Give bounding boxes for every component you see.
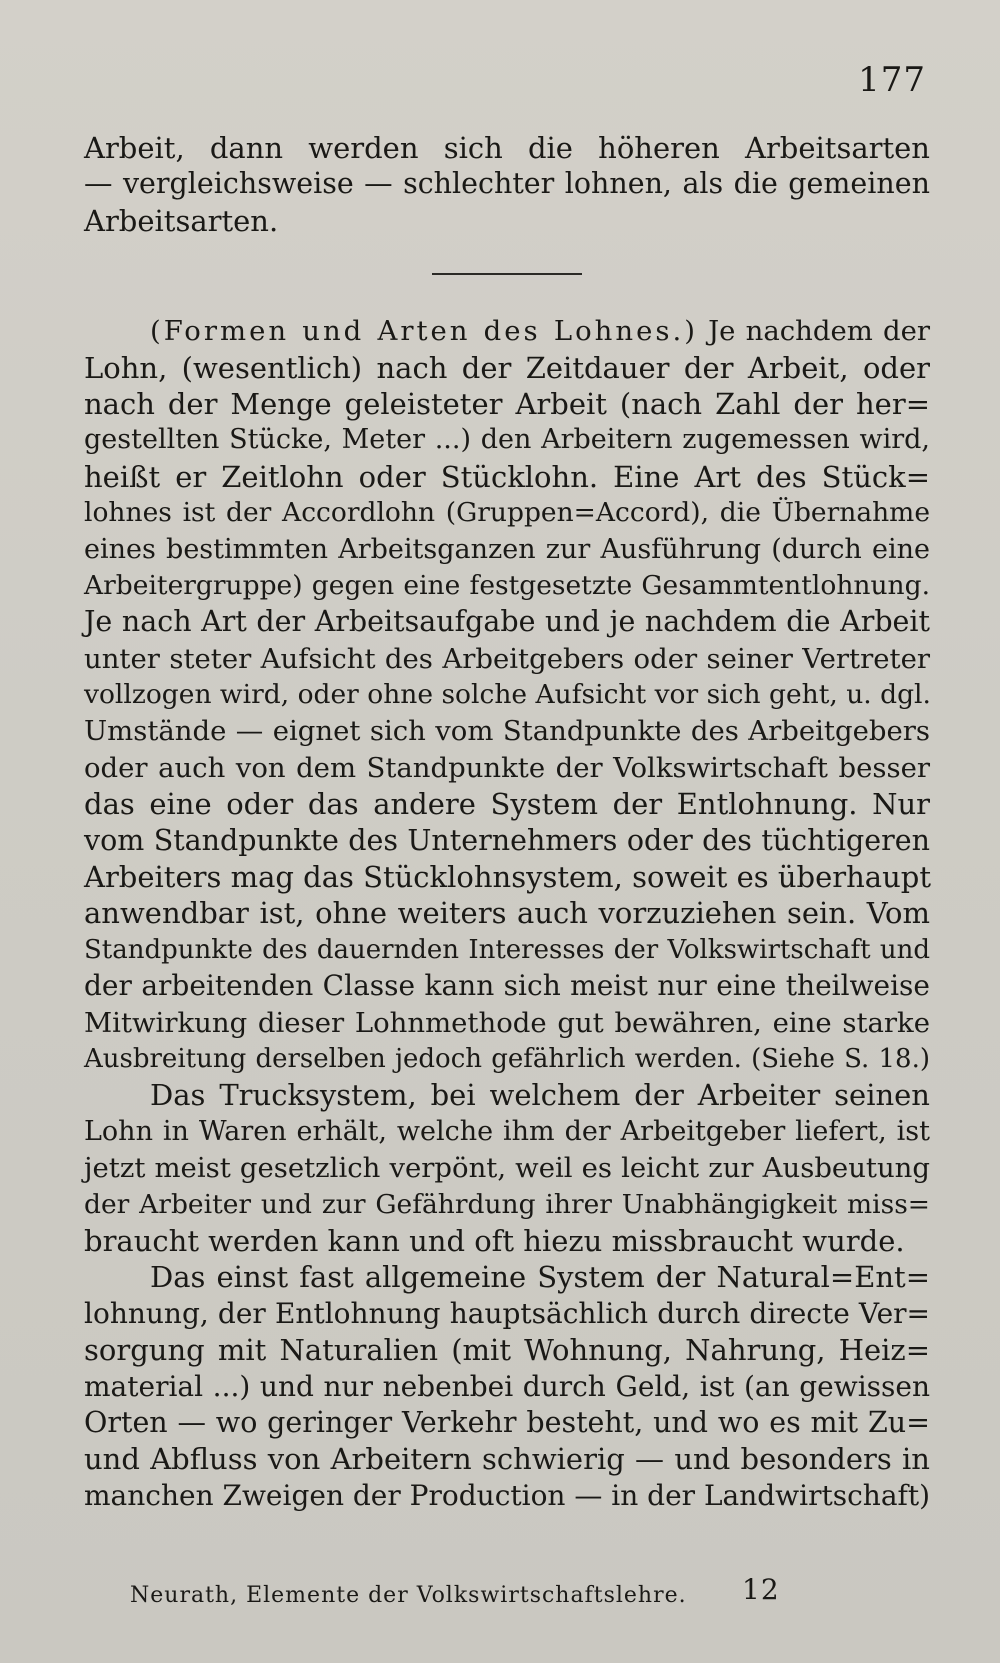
text-line: — vergleichsweise — schlechter lohnen, als die gemeinen bbox=[84, 167, 930, 201]
text-line: Arbeit, dann werden sich die höheren Arbeitsarten bbox=[84, 131, 930, 165]
text-line: manchen Zweigen der Production — in der Landwirtschaft) bbox=[84, 1478, 931, 1512]
page-body bbox=[84, 130, 930, 1514]
signature-mark: 12 bbox=[742, 1573, 780, 1606]
text-line: nach der Menge geleisteter Arbeit (nach Zahl der her= bbox=[84, 386, 930, 421]
text-line: Das Trucksystem, bei welchem der Arbeiter seinen bbox=[150, 1078, 930, 1113]
text-line: eines bestimmten Arbeitsganzen zur Ausführung (durch eine bbox=[84, 533, 930, 565]
text-line: vom Standpunkte des Unternehmers oder des tüchtigeren bbox=[84, 823, 930, 857]
text-line: vollzogen wird, oder ohne solche Aufsicht vor sich geht, u. dgl. bbox=[84, 679, 931, 711]
text-line: Lohn, (wesentlich) nach der Zeitdauer der Arbeit, oder bbox=[84, 350, 930, 385]
text-line: Je nach Art der Arbeitsaufgabe und je nachdem die Arbeit bbox=[84, 605, 930, 639]
text-line: Standpunkte des dauernden Interesses der Volkswirtschaft und bbox=[84, 934, 930, 965]
text-line: unter steter Aufsicht des Arbeitgebers oder seiner Vertreter bbox=[84, 642, 930, 675]
text-fragment: Je nachdem der bbox=[708, 315, 930, 348]
paragraph-lohn-formen bbox=[84, 313, 930, 1077]
text-line bbox=[84, 313, 930, 349]
text-line: jetzt meist gesetzlich verpönt, weil es leicht zur Ausbeutung bbox=[84, 1152, 930, 1185]
paragraph-trucksystem bbox=[84, 1077, 930, 1259]
text-line: anwendbar ist, ohne weiters auch vorzuziehen sein. Vom bbox=[84, 896, 930, 931]
text-line: der arbeitenden Classe kann sich meist nur eine theilweise bbox=[84, 969, 930, 1003]
text-line: Arbeitsarten. bbox=[84, 203, 279, 238]
text-line: oder auch von dem Standpunkte der Volkswirtschaft besser bbox=[84, 751, 930, 784]
text-line: braucht werden kann und oft hiezu missbraucht wurde. bbox=[84, 1223, 905, 1258]
text-line: heißt er Zeitlohn oder Stücklohn. Eine Art des Stück= bbox=[84, 459, 930, 494]
paragraph-naturalentlohnung bbox=[84, 1259, 930, 1514]
text-line: material ...) und nur nebenbei durch Geld, ist (an gewissen bbox=[84, 1369, 930, 1403]
section-divider bbox=[432, 273, 582, 275]
text-line: Mitwirkung dieser Lohnmethode gut bewähren, eine starke bbox=[84, 1006, 930, 1039]
text-line: Umstände — eignet sich vom Standpunkte des Arbeitgebers bbox=[84, 715, 930, 748]
page-number: 177 bbox=[858, 60, 926, 100]
text-line: lohnes ist der Accordlohn (Gruppen=Accord), die Übernahme bbox=[84, 497, 930, 529]
top-paragraph bbox=[84, 130, 930, 239]
text-line: der Arbeiter und zur Gefährdung ihrer Unabhängigkeit miss= bbox=[84, 1188, 930, 1220]
text-line: Lohn in Waren erhält, welche ihm der Arbeitgeber liefert, ist bbox=[84, 1115, 930, 1147]
text-line: und Abfluss von Arbeitern schwierig — und besonders in bbox=[84, 1442, 930, 1477]
text-line: sorgung mit Naturalien (mit Wohnung, Nahrung, Heiz= bbox=[84, 1333, 930, 1368]
section-heading: (Formen und Arten des Lohnes.) bbox=[150, 315, 698, 348]
text-line: lohnung, der Entlohnung hauptsächlich durch directe Ver= bbox=[84, 1296, 930, 1330]
text-line: Orten — wo geringer Verkehr besteht, und wo es mit Zu= bbox=[84, 1405, 930, 1439]
footer-text: Neurath, Elemente der Volkswirtschaftslehre. bbox=[130, 1583, 687, 1608]
text-line: Arbeiters mag das Stücklohnsystem, soweit es überhaupt bbox=[84, 860, 931, 895]
text-line: das eine oder das andere System der Entlohnung. Nur bbox=[84, 787, 930, 822]
text-line: gestellten Stücke, Meter ...) den Arbeitern zugemessen wird, bbox=[84, 424, 930, 456]
page-footer bbox=[130, 1573, 930, 1608]
text-line: Ausbreitung derselben jedoch gefährlich werden. (Siehe S. 18.) bbox=[84, 1043, 930, 1074]
text-line: Arbeitergruppe) gegen eine festgesetzte Gesammtentlohnung. bbox=[84, 569, 930, 601]
text-line: Das einst fast allgemeine System der Natural=Ent= bbox=[150, 1260, 930, 1295]
